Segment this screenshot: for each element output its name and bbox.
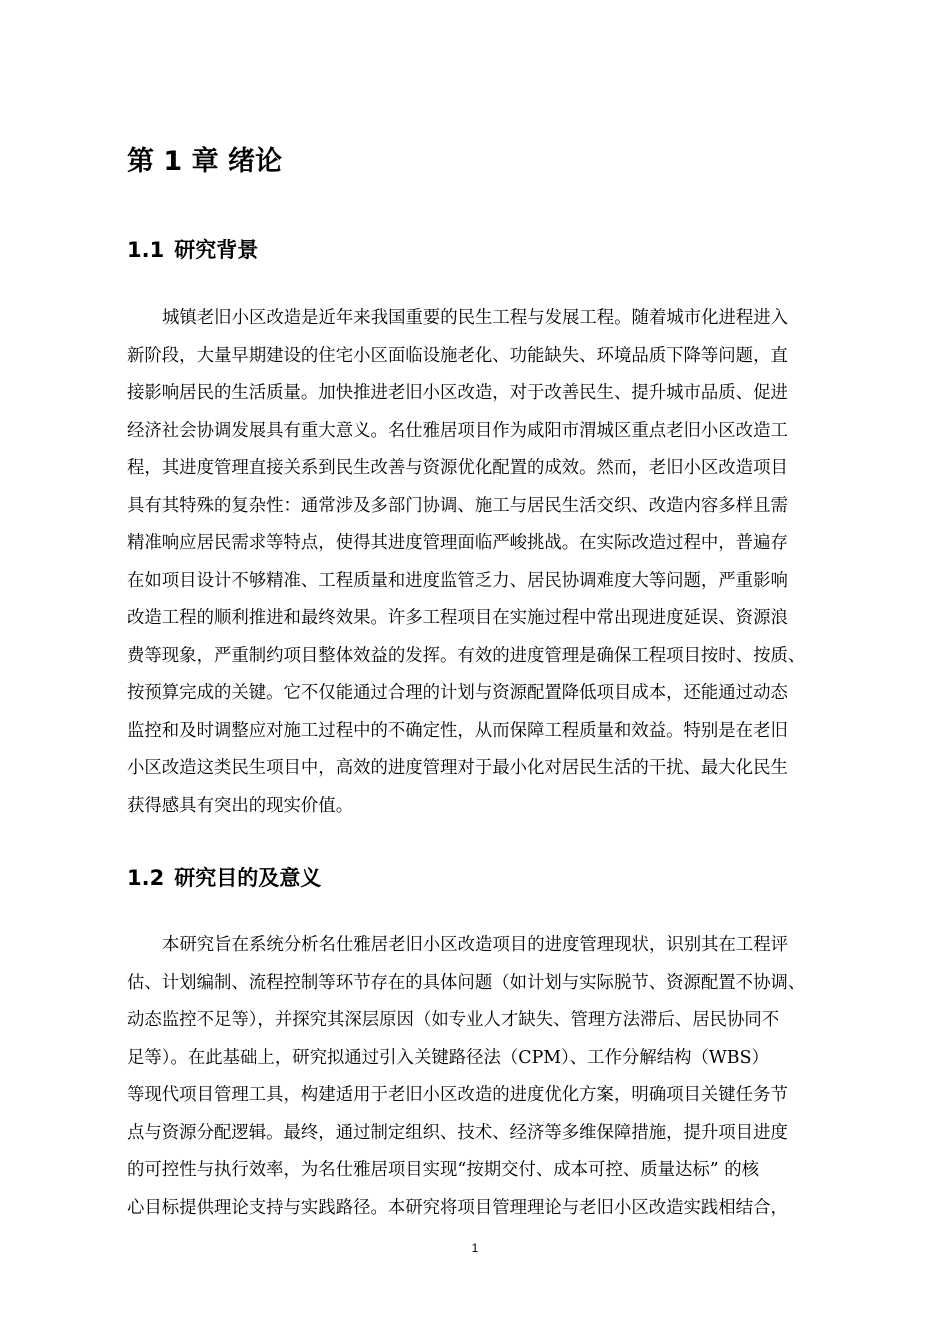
text-line: 在如项目设计不够精准、工程质量和进度监管乏力、居民协调难度大等问题，严重影响 xyxy=(127,570,788,591)
text-line: 城镇老旧小区改造是近年来我国重要的民生工程与发展工程。随着城市化进程进入 xyxy=(162,308,789,328)
page-number: 1 xyxy=(471,1241,479,1255)
text-line: 动态监控不足等），并探究其深层原因（如专业人才缺失、管理方法滞后、居民协同不 xyxy=(127,1010,780,1030)
text-line: 获得感具有突出的现实价值。 xyxy=(127,795,354,816)
text-line: 具有其特殊的复杂性：通常涉及多部门协调、施工与居民生活交织、改造内容多样且需 xyxy=(127,495,788,516)
section-title-text: 研究目的及意义 xyxy=(174,866,322,890)
chapter-title: 第 1 章 绪论 xyxy=(127,146,282,177)
paragraph-research-purpose xyxy=(127,927,877,1227)
text-line: 改造工程的顺利推进和最终效果。许多工程项目在实施过程中常出现进度延误、资源浪 xyxy=(127,608,788,628)
text-line: 本研究旨在系统分析名仕雅居老旧小区改造项目的进度管理现状，识别其在工程评 xyxy=(162,935,789,955)
paragraph-research-background xyxy=(127,300,877,825)
section-heading-1-2 xyxy=(127,863,321,893)
text-line: 的可控性与执行效率，为名仕雅居项目实现“按期交付、成本可控、质量达标” 的核 xyxy=(127,1160,759,1180)
text-line: 经济社会协调发展具有重大意义。名仕雅居项目作为咸阳市渭城区重点老旧小区改造工 xyxy=(127,420,788,441)
text-line: 心目标提供理论支持与实践路径。本研究将项目管理理论与老旧小区改造实践相结合， xyxy=(127,1197,788,1218)
text-line: 接影响居民的生活质量。加快推进老旧小区改造，对于改善民生、提升城市品质、促进 xyxy=(127,383,788,403)
section-number: 1.2 xyxy=(127,866,165,890)
text-line: 等现代项目管理工具，构建适用于老旧小区改造的进度优化方案，明确项目关键任务节 xyxy=(127,1085,788,1105)
text-line: 费等现象，严重制约项目整体效益的发挥。有效的进度管理是确保工程项目按时、按质、 xyxy=(127,645,806,666)
text-line: 足等）。在此基础上，研究拟通过引入关键路径法（CPM）、工作分解结构（WBS） xyxy=(127,1047,769,1068)
text-line: 精准响应居民需求等特点，使得其进度管理面临严峻挑战。在实际改造过程中，普遍存 xyxy=(127,533,788,553)
text-line: 按预算完成的关键。它不仅能通过合理的计划与资源配置降低项目成本，还能通过动态 xyxy=(127,683,788,703)
section-number: 1.1 xyxy=(127,238,165,262)
text-line: 程，其进度管理直接关系到民生改善与资源优化配置的成效。然而，老旧小区改造项目 xyxy=(127,458,788,478)
text-line: 新阶段，大量早期建设的住宅小区面临设施老化、功能缺失、环境品质下降等问题，直 xyxy=(127,345,788,366)
text-line: 估、计划编制、流程控制等环节存在的具体问题（如计划与实际脱节、资源配置不协调、 xyxy=(127,972,806,993)
text-line: 监控和及时调整应对施工过程中的不确定性，从而保障工程质量和效益。特别是在老旧 xyxy=(127,720,788,741)
section-title-text: 研究背景 xyxy=(174,238,259,262)
section-heading-1-1 xyxy=(127,235,258,265)
text-line: 小区改造这类民生项目中，高效的进度管理对于最小化对居民生活的干扰、最大化民生 xyxy=(127,758,788,778)
text-line: 点与资源分配逻辑。最终，通过制定组织、技术、经济等多维保障措施，提升项目进度 xyxy=(127,1122,788,1143)
